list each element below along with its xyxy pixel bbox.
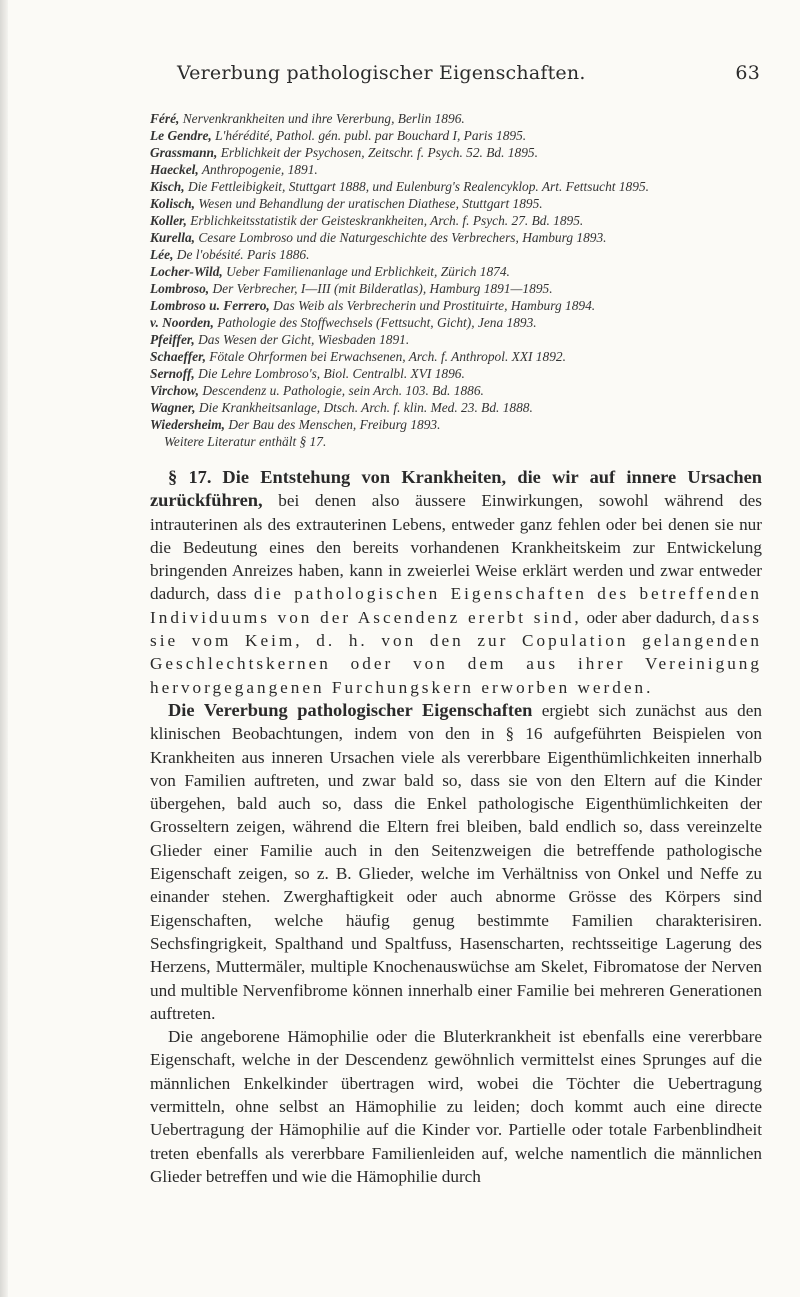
page-number: 63 [735, 62, 760, 84]
section-heading: Die Entstehung von Krankheiten, die wir auf innere Ursachen zurückführen, [150, 467, 762, 511]
reference-item: Kisch, Die Fettleibigkeit, Stuttgart 1888, und Eulenburg's Realencyklop. Art. Fettsucht 1895. [150, 179, 649, 194]
reference-list [150, 110, 762, 450]
reference-item: Koller, Erblichkeitsstatistik der Geisteskrankheiten, Arch. f. Psych. 27. Bd. 1895. [150, 213, 584, 228]
reference-item: Féré, Nervenkrankheiten und ihre Vererbung, Berlin 1896. [150, 111, 465, 126]
reference-item: Wiedersheim, Der Bau des Menschen, Freiburg 1893. [150, 417, 441, 432]
running-title: Vererbung pathologischer Eigenschaften. [177, 62, 586, 84]
reference-item: Grassmann, Erblichkeit der Psychosen, Zeitschr. f. Psych. 52. Bd. 1895. [150, 145, 538, 160]
reference-item: Haeckel, Anthropogenie, 1891. [150, 162, 318, 177]
paragraph-lead: Die Vererbung pathologischer Eigenschaften [168, 699, 533, 720]
reference-item: Lombroso, Der Verbrecher, I—III (mit Bilderatlas), Hamburg 1891—1895. [150, 281, 553, 296]
paragraph-haemophilie: Die angeborene Hämophilie oder die Bluterkrankheit ist ebenfalls eine vererbbare Eigenschaft, welche in der Descendenz gewöhnlich vermittelst eines Sprunges auf die männlichen Enkelkinder übertragen wird, wobei die Töchter die Uebertragung vermitteln, ohne selbst an Hämophilie zu leiden; doch kommt auch eine directe Uebertragung der Hämophilie auf die Kinder vor. Partielle oder totale Farbenblindheit treten ebenfalls als vererbbare Familienleiden auf, welche namentlich die männlichen Glieder betreffen und wie die Hämophilie durch [150, 1027, 762, 1186]
reference-item: Schaeffer, Fötale Ohrformen bei Erwachsenen, Arch. f. Anthropol. XXI 1892. [150, 349, 566, 364]
reference-item: Virchow, Descendenz u. Pathologie, sein Arch. 103. Bd. 1886. [150, 383, 484, 398]
reference-item: Sernoff, Die Lehre Lombroso's, Biol. Centralbl. XVI 1896. [150, 366, 465, 381]
reference-item: Wagner, Die Krankheitsanlage, Dtsch. Arch. f. klin. Med. 23. Bd. 1888. [150, 400, 533, 415]
emphasized-text: die pathologischen Eigenschaften des betreffenden Individuums von der Ascendenz ererbt sind, [150, 584, 762, 627]
paragraph-vererbung: Die Vererbung pathologischer Eigenschaften ergiebt sich zunächst aus den klinischen Beobachtungen, indem von den in § 16 aufgeführten Beispielen von Krankheiten aus inneren Ursachen viele als vererbbare Eigenthümlichkeiten innerhalb von Familien auftreten, und zwar bald so, dass sie von den Eltern auf die Kinder übergehen, bald auch so, dass die Enkel pathologische Eigenthümlichkeiten der Grosseltern zeigen, während die Eltern frei bleiben, bald endlich so, dass vereinzelte Glieder einer Familie auch in den Seitenzweigen die betreffende pathologische Eigenschaft zeigen, so z. B. Glieder, welche im Verhältniss von Onkel und Neffe zu einander stehen. Zwerghaftigkeit oder auch abnorme Grösse des Körpers sind Eigenschaften, welche häufig genug bestimmte Familien charakterisiren. Sechsfingrigkeit, Spalthand und Spaltfuss, Hasenscharten, rechtsseitige Lagerung des Herzens, Muttermäler, multiple Knochenauswüchse am Skelet, Fibromatose der Nerven und multible Nervenfibrome können innerhalb einer Familie bei mehreren Generationen auftreten. [150, 699, 762, 1023]
reference-item: Locher-Wild, Ueber Familienanlage und Erblichkeit, Zürich 1874. [150, 264, 510, 279]
reference-item: Kolisch, Wesen und Behandlung der uratischen Diathese, Stuttgart 1895. [150, 196, 543, 211]
reference-item: Kurella, Cesare Lombroso und die Naturgeschichte des Verbrechers, Hamburg 1893. [150, 230, 607, 245]
page-content [150, 110, 762, 1188]
reference-item: Pfeiffer, Das Wesen der Gicht, Wiesbaden 1891. [150, 332, 410, 347]
reference-item: Lombroso u. Ferrero, Das Weib als Verbrecherin und Prostituirte, Hamburg 1894. [150, 298, 596, 313]
reference-item: v. Noorden, Pathologie des Stoffwechsels (Fettsucht, Gicht), Jena 1893. [150, 315, 537, 330]
reference-item: Le Gendre, L'hérédité, Pathol. gén. publ. par Bouchard I, Paris 1895. [150, 128, 527, 143]
section-paragraph: § 17. Die Entstehung von Krankheiten, die wir auf innere Ursachen zurückführen, bei denen also äussere Einwirkungen, sowohl während des intrauterinen als des extrauterinen Lebens, entweder ganz fehlen oder bei denen sie nur die Bedeutung eines den bereits vorhandenen Krankheitskeim zur Entwickelung bringenden Anreizes haben, kann in zweierlei Weise erklärt werden und zwar entweder dadurch, dass die pathologischen Eigenschaften des betreffenden Individuums von der Ascendenz ererbt sind, oder aber dadurch, dass sie vom Keim, d. h. von den zur Copulation gelangenden Geschlechtskernen oder von dem aus ihrer Vereinigung hervorgegangenen Furchungskern erworben werden. [150, 467, 762, 697]
reference-item: Lée, De l'obésité. Paris 1886. [150, 247, 310, 262]
page-edge [0, 0, 8, 1297]
references-note: Weitere Literatur enthält § 17. [164, 434, 327, 449]
section-number: § 17. [168, 467, 212, 487]
emphasized-text: dass sie vom Keim, d. h. von den zur Copulation gelangenden Geschlechtskernen oder von dem aus ihrer Vereinigung hervorgegangenen Furchungskern erworben werden. [150, 607, 762, 697]
